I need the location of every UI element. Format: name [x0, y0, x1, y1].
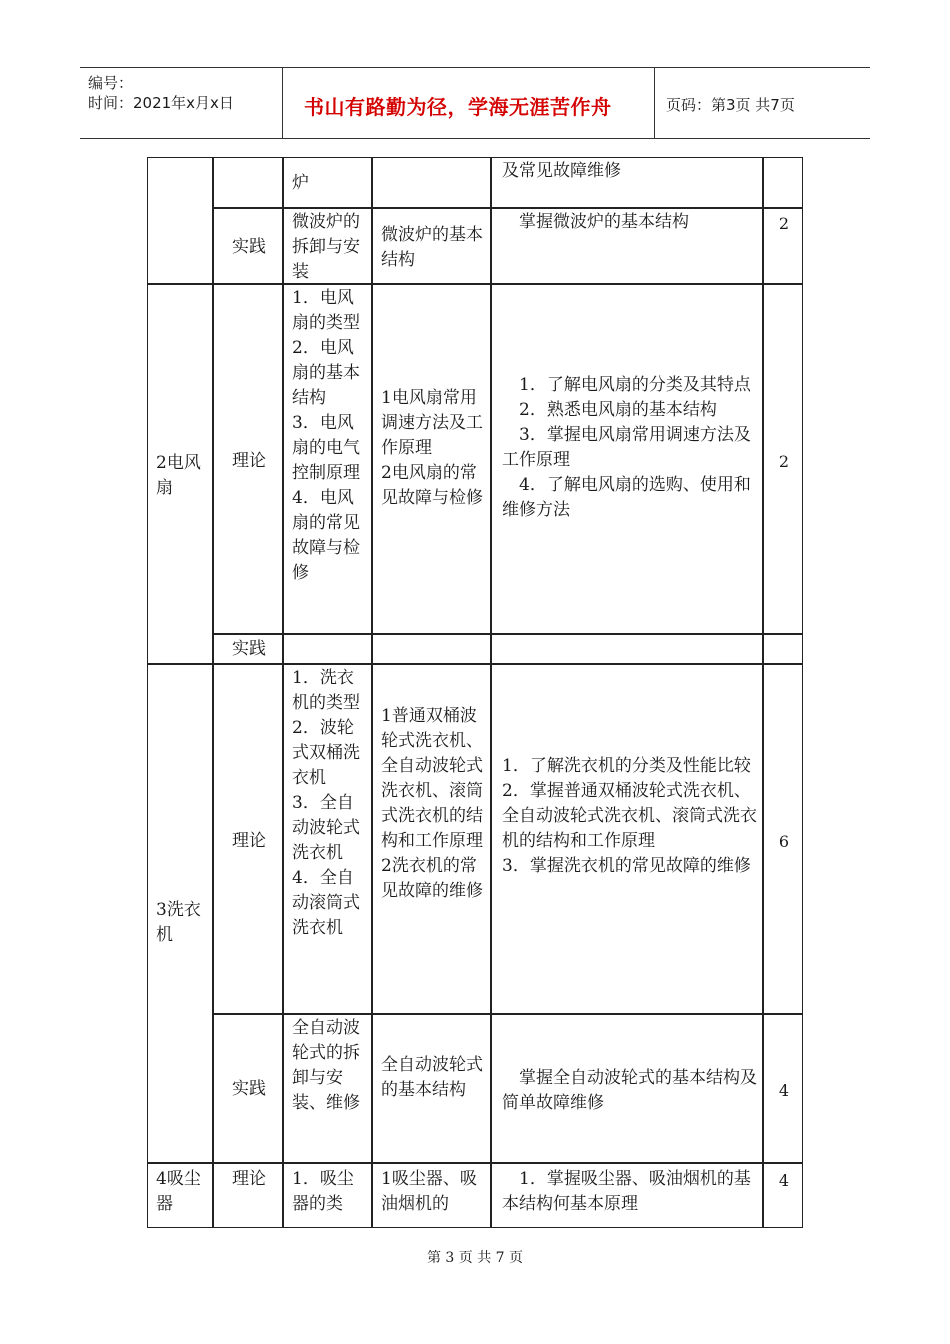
project-cell [147, 157, 213, 284]
hours-cell [763, 208, 803, 284]
requirement-cell [491, 284, 763, 634]
type-label: 理论 [232, 1169, 266, 1189]
points-cell [372, 284, 491, 634]
header-meta [80, 68, 283, 138]
type-cell [213, 284, 283, 634]
page-label: 页码：第3页 共7页 [666, 96, 795, 114]
content-text: 1．电风扇的类型 2．电风扇的基本结构 3．电风扇的电气控制原理 4．电风扇的常见故障与检修 [292, 288, 360, 583]
points-text: 1电风扇常用调速方法及工作原理 2电风扇的常见故障与检修 [381, 388, 483, 508]
type-cell [213, 208, 283, 284]
content-cell [283, 157, 372, 208]
points-cell [372, 634, 491, 664]
requirement-text: 及常见故障维修 [502, 161, 621, 181]
points-text: 1普通双桶波轮式洗衣机、全自动波轮式洗衣机、滚筒式洗衣机的结构和工作原理 2洗衣机的常见故障的维修 [381, 706, 483, 901]
content-cell [283, 208, 372, 284]
type-cell [213, 157, 283, 208]
points-cell [372, 157, 491, 208]
type-label: 理论 [232, 831, 266, 851]
points-cell [372, 1014, 491, 1163]
motto: 书山有路勤为径，学海无涯苦作舟 [304, 95, 612, 119]
content-cell [283, 664, 372, 1014]
content-text: 微波炉的拆卸与安装 [292, 212, 360, 282]
hours-value: 2 [778, 214, 790, 233]
time-label: 时间：2021年x月x日 [88, 94, 234, 112]
hours-value: 4 [778, 1171, 790, 1190]
type-label: 实践 [232, 237, 266, 257]
points-text: 微波炉的基本结构 [381, 225, 483, 270]
page-header [80, 67, 870, 139]
requirement-cell [491, 157, 763, 208]
content-cell [283, 1163, 372, 1228]
type-label: 实践 [232, 639, 266, 659]
hours-cell [763, 634, 803, 664]
requirement-text: 掌握全自动波轮式的基本结构及简单故障维修 [502, 1068, 757, 1113]
header-motto-cell [282, 68, 655, 138]
type-label: 理论 [232, 451, 266, 471]
type-cell [213, 664, 283, 1014]
requirement-cell [491, 208, 763, 284]
points-cell [372, 208, 491, 284]
content-cell [283, 1014, 372, 1163]
hours-value: 2 [778, 452, 790, 471]
requirement-cell [491, 634, 763, 664]
content-text: 1．洗衣机的类型 2．波轮式双桶洗衣机 3．全自动波轮式洗衣机 4．全自动滚筒式洗衣机 [292, 668, 360, 938]
requirement-cell [491, 1163, 763, 1228]
points-cell [372, 1163, 491, 1228]
hours-value: 4 [778, 1081, 790, 1100]
content-text: 炉 [292, 173, 309, 193]
project-label: 4吸尘器 [156, 1169, 201, 1214]
content-text: 全自动波轮式的拆卸与安装、维修 [292, 1018, 360, 1113]
hours-value: 6 [778, 832, 790, 851]
requirement-text: 1．了解洗衣机的分类及性能比较 2．掌握普通双桶波轮式洗衣机、全自动波轮式洗衣机、滚筒式洗衣机的结构和工作原理 3．掌握洗衣机的常见故障的维修 [502, 756, 757, 876]
hours-cell [763, 1163, 803, 1228]
requirement-text: 1．掌握吸尘器、吸油烟机的基本结构何基本原理 [502, 1169, 751, 1214]
hours-cell [763, 157, 803, 208]
page-footer: 第 3 页 共 7 页 [426, 1250, 524, 1266]
content-cell [283, 284, 372, 634]
points-text: 1吸尘器、吸油烟机的 [381, 1169, 477, 1214]
requirement-text: 掌握微波炉的基本结构 [502, 212, 689, 232]
content-cell [283, 634, 372, 664]
type-label: 实践 [232, 1079, 266, 1099]
hours-cell [763, 664, 803, 1014]
points-text: 全自动波轮式的基本结构 [381, 1055, 483, 1100]
project-cell [147, 1163, 213, 1228]
code-label: 编号： [88, 74, 134, 92]
requirement-cell [491, 664, 763, 1014]
type-cell [213, 634, 283, 664]
project-label: 3洗衣机 [156, 900, 201, 945]
header-page-cell [656, 68, 870, 138]
project-cell [147, 284, 213, 664]
syllabus-table [147, 157, 803, 1228]
content-text: 1．吸尘器的类 [292, 1169, 354, 1214]
type-cell [213, 1014, 283, 1163]
hours-cell [763, 1014, 803, 1163]
requirement-cell [491, 1014, 763, 1163]
requirement-text: 1．了解电风扇的分类及其特点 2．熟悉电风扇的基本结构 3．掌握电风扇常用调速方法及工作原理 4．了解电风扇的选购、使用和维修方法 [502, 375, 751, 520]
hours-cell [763, 284, 803, 634]
points-cell [372, 664, 491, 1014]
project-cell [147, 664, 213, 1163]
project-label: 2电风扇 [156, 453, 201, 498]
type-cell [213, 1163, 283, 1228]
